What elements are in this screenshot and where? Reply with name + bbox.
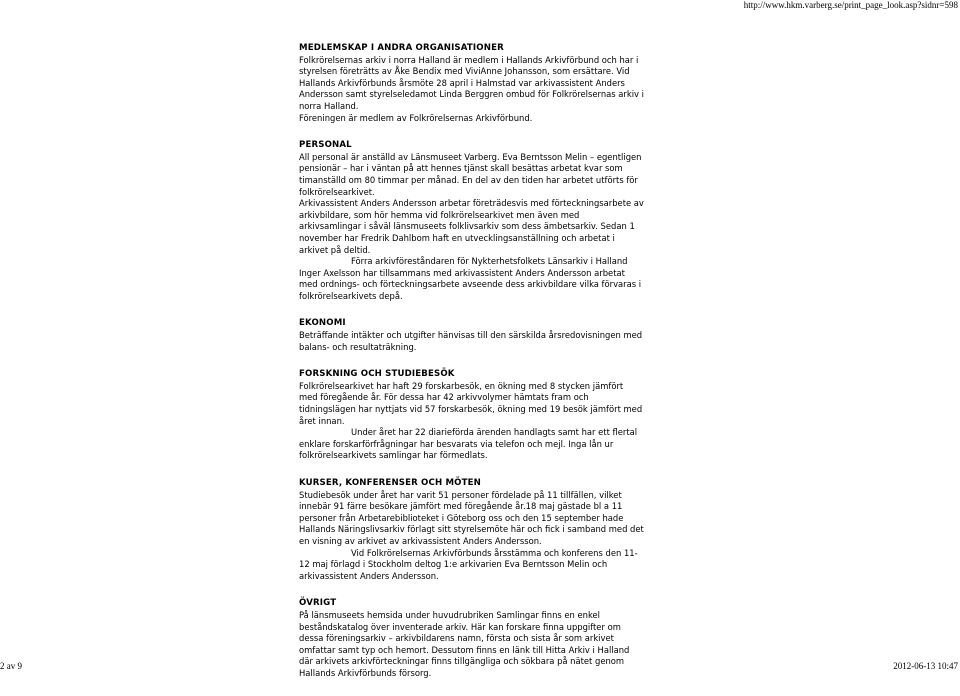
- paragraph: På länsmuseets hemsida under huvudrubriken Samlingar finns en enkel beståndskatalog över inventerade arkiv. Här kan forskare finna uppgifter om dessa föreningsarkiv – arkivbildarens namn, första och sista år som arkivet omfattar samt typ och hemort. Dessutom finns en länk till Hitta Arkiv i Halland där arkivets arkivförteckningar finns tillgängliga och sökbara på nätet genom Hallands Arkivförbunds försorg.: [299, 609, 630, 678]
- section-heading: ÖVRIGT: [299, 598, 337, 609]
- page-number: 2 av 9: [0, 661, 22, 671]
- paragraph-indented: Under året har 22 diarieförda ärenden handlagts samt har ett flertal enklare forskarförfrågningar har besvarats via telefon och mejl. Inga lån ur folkrörelsearkivets samlingar har förmedlats.: [299, 427, 638, 461]
- paragraph: Studiebesök under året har varit 51 personer fördelade på 11 tillfällen, vilket innebär 91 färre besökare jämfört med föregående år.18 maj gästade bl a 11 personer från Arbetarebiblioteket i Göteborg oss och den 15 september hade Hallands Näringslivsarkiv förlagt sitt styrelsemöte här och fick i samband med det en visning av arkivet av arkivassistent Anders Andersson.: [299, 489, 644, 546]
- print-url: http://www.hkm.varberg.se/print_page_look.asp?sidnr=598: [743, 0, 958, 10]
- paragraph: Beträffande intäkter och utgifter hänvisas till den särskilda årsredovisningen med balans- och resultaträkning.: [299, 330, 643, 352]
- paragraph-indented: Vid Folkrörelsernas Arkivförbunds årsstämma och konferens den 11-12 maj förlagd i Stockholm deltog 1:e arkivarien Eva Berntsson Melin och arkivassistent Anders Andersson.: [299, 547, 638, 581]
- section-heading: KURSER, KONFERENSER OCH MÖTEN: [299, 478, 481, 488]
- section-heading: PERSONAL: [299, 140, 352, 151]
- print-timestamp: 2012-06-13 10:47: [893, 661, 958, 671]
- paragraph: Folkrörelsearkivet har haft 29 forskarbesök, en ökning med 8 stycken jämfört med föregående år. För dessa har 42 arkivvolymer hämtats fram och tidningslägen har nyttjats vid 57 forskarbesök, ökning med 19 besök jämfört med året innan.: [299, 380, 643, 426]
- section-ovrigt: [299, 598, 644, 679]
- section-heading: FORSKNING OCH STUDIEBESÖK: [299, 369, 455, 380]
- paragraph: All personal är anställd av Länsmuseet Varberg. Eva Berntsson Melin – egentligen pensionär – har i väntan på att hennes tjänst skall besättas arbetat kvar som timanställd om 80 timmar per månad. En del av den tiden har arbetet utförts för folkrörelsearkivet.: [299, 151, 642, 197]
- document-body: [299, 43, 644, 696]
- section-heading: MEDLEMSKAP I ANDRA ORGANISATIONER: [299, 43, 504, 53]
- section-kurser: [299, 478, 644, 582]
- section-personal: [299, 140, 644, 302]
- section-heading: EKONOMI: [299, 318, 346, 329]
- section-forskning: [299, 369, 644, 462]
- paragraph: Folkrörelsernas arkiv i norra Halland är medlem i Hallands Arkivförbund och har i styrelsen företrätts av Åke Bendix med ViviAnne Johansson, som ersättare. Vid Hallands Arkivförbunds årsmöte 28 april i Halmstad var arkivassistent Anders Andersson samt styrelseledamot Linda Berggren ombud för Folkrörelsernas arkiv i norra Halland.: [299, 54, 644, 111]
- paragraph: Föreningen är medlem av Folkrörelsernas Arkivförbund.: [299, 112, 533, 123]
- paragraph: Arkivassistent Anders Andersson arbetar företrädesvis med förteckningsarbete av arkivbildare, som hör hemma vid folkrörelsearkivet men även med arkivsamlingar i såväl länsmuseets folklivsarkiv som dess ämbetsarkiv. Sedan 1 november har Fredrik Dahlbom haft en utvecklingsanställning och arbetat i arkivet på deltid.: [299, 198, 644, 255]
- section-medlemskap: [299, 43, 644, 124]
- paragraph-indented: Förra arkivföreståndaren för Nykterhetsfolkets Länsarkiv i Halland Inger Axelsson har tillsammans med arkivassistent Anders Andersson arbetat med ordnings- och förteckningsarbete avseende dess arkivbildare vilka förvaras i folkrörelsearkivets depå.: [299, 256, 642, 301]
- section-ekonomi: [299, 318, 644, 353]
